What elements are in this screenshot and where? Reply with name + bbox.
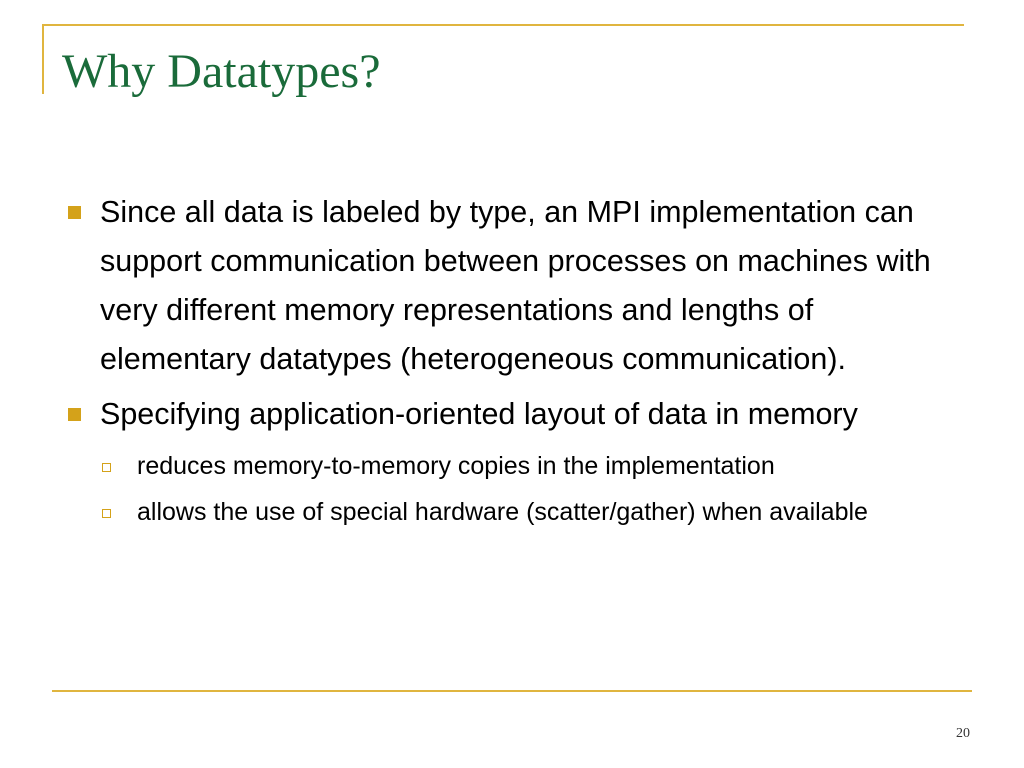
- hollow-square-bullet-icon: [102, 509, 111, 518]
- square-bullet-icon: [68, 408, 81, 421]
- page-number: 20: [956, 726, 970, 741]
- sub-bullet-item: [62, 491, 952, 533]
- sub-bullet-text: reduces memory-to-memory copies in the implementation: [137, 452, 775, 480]
- bottom-rule: [52, 690, 972, 692]
- bullet-item: [62, 188, 952, 384]
- square-bullet-icon: [68, 206, 81, 219]
- sub-bullet-text: allows the use of special hardware (scatter/gather) when available: [137, 498, 868, 526]
- top-rule: [42, 24, 964, 26]
- bullet-item: [62, 390, 952, 439]
- bullet-text: Since all data is labeled by type, an MPI implementation can support communication between processes on machines with very different memory representations and lengths of elementary datatypes (heterogeneous communication).: [100, 195, 931, 376]
- left-rule: [42, 24, 44, 94]
- hollow-square-bullet-icon: [102, 463, 111, 472]
- slide-content: [62, 188, 952, 537]
- slide-title: Why Datatypes?: [62, 45, 381, 98]
- bullet-text: Specifying application-oriented layout of data in memory: [100, 397, 858, 431]
- sub-bullet-item: [62, 445, 952, 487]
